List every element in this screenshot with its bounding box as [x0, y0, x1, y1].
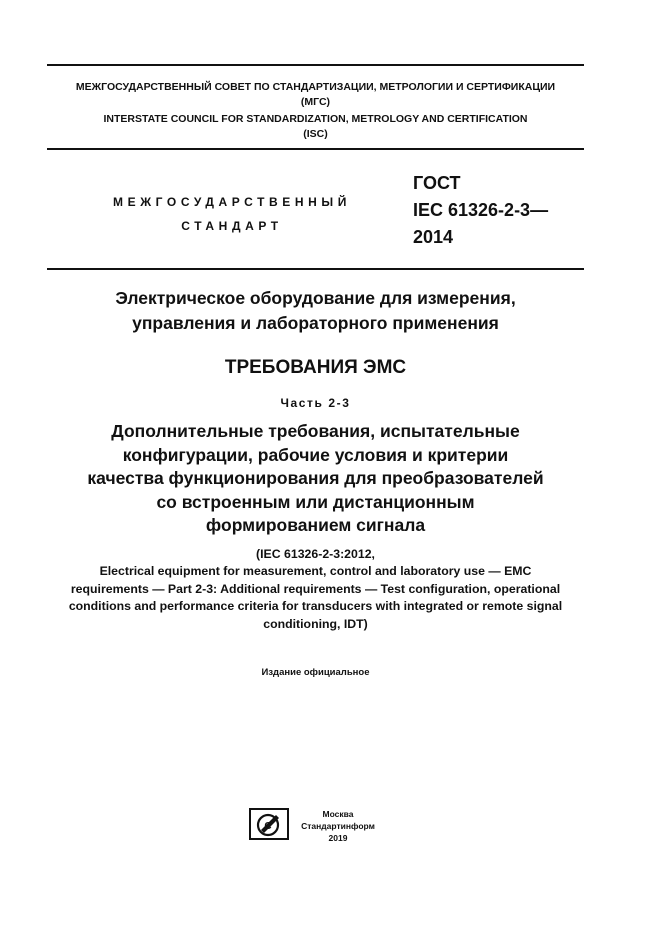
top-rule [47, 64, 584, 66]
iec-reference-en: (IEC 61326-2-3:2012, Electrical equipment for measurement, control and laboratory use — EMC requirements — Part 2-3: Additional requirements — Test configuration, operational conditions and performance criteria for transducers with integrated or remote signal conditioning, IDT) [68, 547, 563, 631]
imprint: Москва Стандартинформ 2019 [301, 809, 375, 843]
standard-designation: ГОСТ IEC 61326-2-3— 2014 [413, 173, 549, 247]
standard-type-label: МЕЖГОСУДАРСТВЕННЫЙ СТАНДАРТ [113, 195, 351, 233]
part-subtitle: Дополнительные требования, испытательные конфигурации, рабочие условия и критерии качества функционирования для преобразователей со встроенным или дистанционным формированием сигнала [87, 421, 544, 535]
part-number: Часть 2-3 [280, 396, 351, 410]
edition-note: Издание официальное [261, 667, 370, 678]
designation-rule [47, 268, 584, 270]
council-rule [47, 148, 584, 150]
svg-text:C: C [264, 821, 272, 832]
document-main-title: ТРЕБОВАНИЯ ЭМС [224, 357, 407, 378]
council-name-ru: МЕЖГОСУДАРСТВЕННЫЙ СОВЕТ ПО СТАНДАРТИЗАЦИИ, МЕТРОЛОГИИ И СЕРТИФИКАЦИИ (МГС) [75, 81, 556, 108]
document-title-ru: Электрическое оборудование для измерения, управления и лабораторного применения [115, 288, 516, 333]
standartinform-logo-icon [249, 808, 289, 840]
council-name-en: INTERSTATE COUNCIL FOR STANDARDIZATION, METROLOGY AND CERTIFICATION (ISC) [103, 113, 528, 140]
